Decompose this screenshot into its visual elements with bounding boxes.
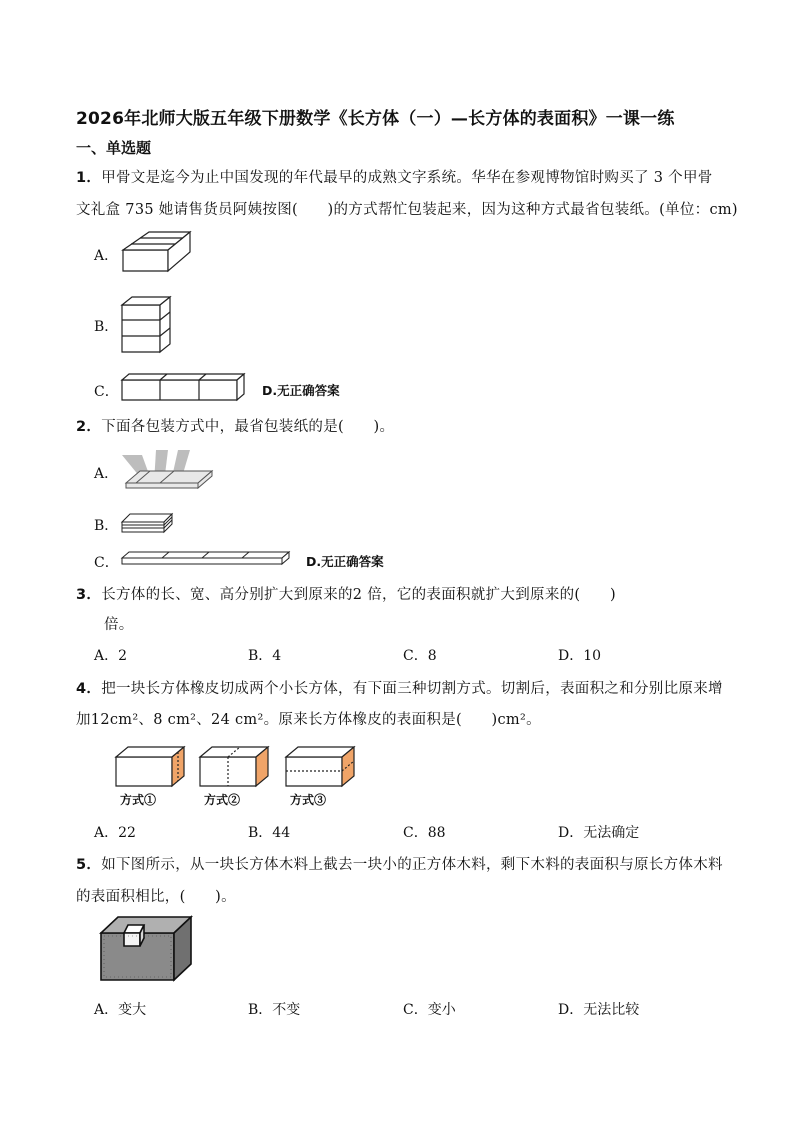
q1-text-line2: 文礼盒 735 她请售货员阿姨按图( )的方式帮忙包装起来，因为这种方式最省包装纸。(单位：cm) <box>76 202 738 218</box>
q4-option-b[interactable]: B．44 <box>248 825 291 841</box>
section-heading: 一、单选题 <box>76 139 152 157</box>
q3-option-b[interactable]: B．4 <box>248 648 282 664</box>
q2-figure-a <box>120 447 216 493</box>
q1-option-a-label[interactable]: A． <box>94 248 119 264</box>
q1-option-d[interactable]: D.无正确答案 <box>262 383 340 398</box>
q2-option-a-label[interactable]: A． <box>94 466 119 482</box>
q5-text-line2: 的表面积相比，( )。 <box>76 889 236 905</box>
q4-option-c[interactable]: C．88 <box>403 825 446 841</box>
q5-line1 <box>76 853 723 874</box>
q2-option-d[interactable]: D.无正确答案 <box>306 554 384 569</box>
q2-option-b-label[interactable]: B． <box>94 518 119 534</box>
q5-option-b[interactable]: B．不变 <box>248 1002 301 1018</box>
q3-option-d[interactable]: D．10 <box>558 648 602 664</box>
q3-number: 3． <box>76 587 102 603</box>
q4-caption-2: 方式② <box>204 793 241 807</box>
q2-number: 2． <box>76 419 102 435</box>
q1-figure-b <box>120 295 172 355</box>
q5-option-c[interactable]: C．变小 <box>403 1002 456 1018</box>
q4-figure-1 <box>114 745 186 789</box>
q4-figure-3 <box>284 745 356 789</box>
q1-number: 1． <box>76 170 102 186</box>
q1-option-b-label[interactable]: B． <box>94 319 119 335</box>
page-title: 2026年北师大版五年级下册数学《长方体（一）—长方体的表面积》一课一练 <box>76 109 675 129</box>
q2-text: 下面各包装方式中，最省包装纸的是( )。 <box>101 419 395 435</box>
q2-option-c-label[interactable]: C． <box>94 555 119 571</box>
q2-figure-c <box>120 550 292 566</box>
q1-figure-a <box>120 228 192 274</box>
q1-line1 <box>76 166 713 187</box>
q3-text-line2: 倍。 <box>104 617 134 633</box>
q3-option-a[interactable]: A．2 <box>94 648 128 664</box>
q3-option-c[interactable]: C．8 <box>403 648 437 664</box>
q3-text-line1: 长方体的长、宽、高分别扩大到原来的2 倍，它的表面积就扩大到原来的( ) <box>101 587 616 603</box>
q5-number: 5． <box>76 857 102 873</box>
q4-line1 <box>76 677 723 698</box>
q4-text-line2: 加12cm²、8 cm²、24 cm²。原来长方体橡皮的表面积是( )cm²。 <box>76 712 541 728</box>
q4-option-a[interactable]: A．22 <box>94 825 136 841</box>
q2-figure-b <box>120 510 174 534</box>
q2-line <box>76 415 394 436</box>
q1-option-c-label[interactable]: C． <box>94 384 119 400</box>
q4-option-d[interactable]: D．无法确定 <box>558 825 640 841</box>
q5-option-a[interactable]: A．变大 <box>94 1002 147 1018</box>
q5-option-d[interactable]: D．无法比较 <box>558 1002 640 1018</box>
q3-line1 <box>76 583 616 604</box>
q4-caption-3: 方式③ <box>290 793 327 807</box>
q5-wood-block-figure <box>98 913 194 983</box>
q1-text-line1: 甲骨文是迄今为止中国发现的年代最早的成熟文字系统。华华在参观博物馆时购买了 3 个甲骨 <box>101 170 713 186</box>
q5-text-line1: 如下图所示，从一块长方体木料上截去一块小的正方体木料，剩下木料的表面积与原长方体木料 <box>101 857 723 873</box>
q4-text-line1: 把一块长方体橡皮切成两个小长方体，有下面三种切割方式。切割后，表面积之和分别比原来增 <box>101 681 723 697</box>
q1-figure-c <box>120 372 246 402</box>
q4-caption-1: 方式① <box>120 793 157 807</box>
q4-number: 4． <box>76 681 102 697</box>
q4-figure-2 <box>198 745 270 789</box>
